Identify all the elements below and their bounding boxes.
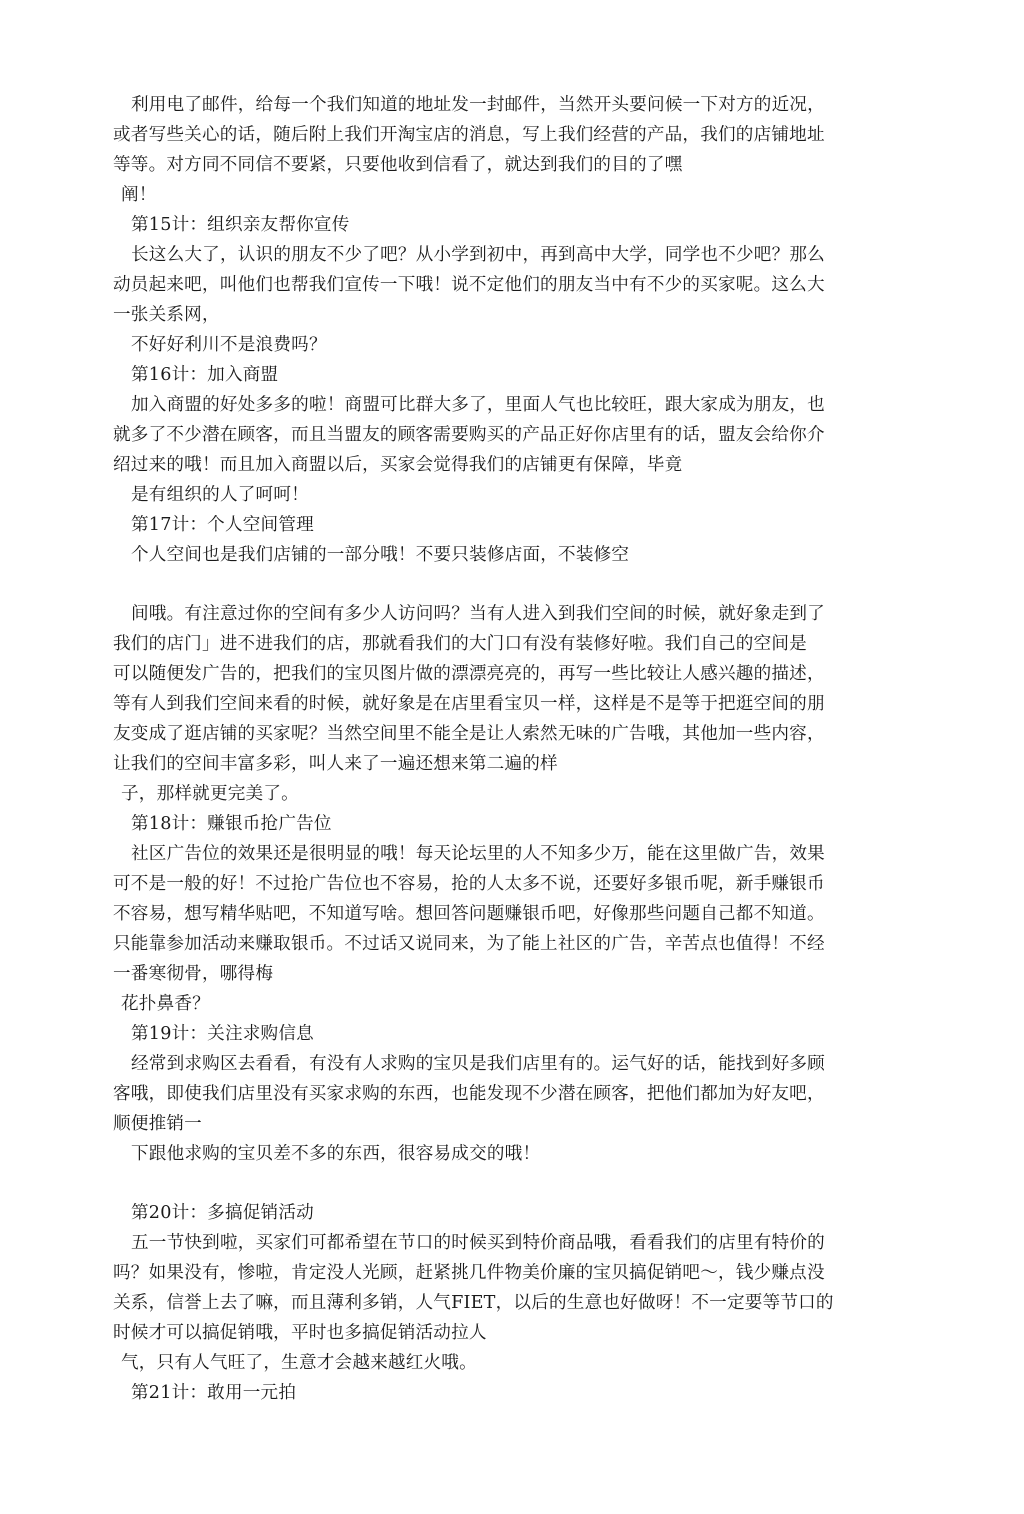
text-line: 可以随便发广告的，把我们的宝贝图片做的漂漂亮亮的，再写一些比较让人感兴趣的描述，: [113, 664, 825, 684]
text-line: 利用电了邮件，给每一个我们知道的地址发一封邮件，当然开头要问候一下对方的近况，: [131, 95, 825, 115]
text-line: 经常到求购区去看看，有没有人求购的宝贝是我们店里有的。运气好的话，能找到好多顾: [131, 1054, 825, 1074]
text-line: 关系，信誉上去了嘛，而且薄利多销，人气FIET，以后的生意也好做呀！不一定要等节口的: [113, 1293, 834, 1313]
text-line: 绍过来的哦！而且加入商盟以后，买家会觉得我们的店铺更有保障，毕竟: [113, 455, 683, 475]
text-line: 间哦。有注意过你的空间有多少人访问吗？当有人进入到我们空间的时候，就好象走到了: [131, 604, 825, 624]
text-line: 社区广告位的效果还是很明显的哦！每天论坛里的人不知多少万，能在这里做广告，效果: [131, 844, 825, 864]
section-heading: 第17计：个人空间管理: [131, 515, 314, 535]
text-line: 或者写些关心的话，随后附上我们开淘宝店的消息，写上我们经营的产品，我们的店铺地址: [113, 125, 825, 145]
section-heading: 第18计：赚银币抢广告位: [131, 814, 332, 834]
section-heading: 第15计：组织亲友帮你宣传: [131, 215, 350, 235]
text-line: 阐！: [121, 185, 157, 205]
text-line: 友变成了逛店铺的买家呢？当然空间里不能全是让人索然无味的广告哦，其他加一些内容，: [113, 724, 825, 744]
text-line: 时候才可以搞促销哦，平时也多搞促销活动拉人: [113, 1323, 487, 1343]
text-line: 是有组织的人了呵呵！: [131, 485, 309, 505]
text-line: 长这么大了，认识的朋友不少了吧？从小学到初中，再到高中大学，同学也不少吧？那么: [131, 245, 825, 265]
section-heading: 第19计：关注求购信息: [131, 1024, 314, 1044]
text-line: 让我们的空间丰富多彩，叫人来了一遍还想来第二遍的样: [113, 754, 558, 774]
text-line: 不好好利川不是浪费吗？: [131, 335, 327, 355]
text-line: 等等。对方同不同信不要紧，只要他收到信看了，就达到我们的目的了嘿: [113, 155, 683, 175]
text-line: 子，那样就更完美了。: [121, 784, 299, 804]
text-line: 一张关系网，: [113, 305, 220, 325]
section-heading: 第16计：加入商盟: [131, 365, 279, 385]
text-line: 只能靠参加活动来赚取银币。不过话又说同来，为了能上社区的广告，辛苦点也值得！不经: [113, 934, 825, 954]
text-line: 下跟他求购的宝贝差不多的东西，很容易成交的哦！: [131, 1144, 541, 1164]
text-line: 顺便推销一: [113, 1114, 202, 1134]
text-line: 可不是一般的好！不过抢广告位也不容易，抢的人太多不说，还要好多银币呢，新手赚银币: [113, 874, 825, 894]
text-line: 五一节快到啦，买家们可都希望在节口的时候买到特价商品哦，看看我们的店里有特价的: [131, 1233, 825, 1253]
text-line: 气，只有人气旺了，生意才会越来越红火哦。: [121, 1353, 477, 1373]
text-line: 个人空间也是我们店铺的一部分哦！不要只装修店面，不装修空: [131, 545, 630, 565]
text-line: 吗？如果没有，惨啦，肯定没人光顾，赶紧挑几件物美价廉的宝贝搞促销吧～，钱少赚点没: [113, 1263, 825, 1283]
text-line: 我们的店门」进不进我们的店，那就看我们的大门口有没有装修好啦。我们自己的空间是: [113, 634, 807, 654]
text-line: 等有人到我们空间来看的时候，就好象是在店里看宝贝一样，这样是不是等于把逛空间的朋: [113, 694, 825, 714]
text-line: 动员起来吧，叫他们也帮我们宣传一下哦！说不定他们的朋友当中有不少的买家呢。这么大: [113, 275, 825, 295]
section-heading: 第21计：敢用一元拍: [131, 1383, 297, 1403]
text-line: 花扑鼻香？: [121, 994, 210, 1014]
text-line: 一番寒彻骨，哪得梅: [113, 964, 274, 984]
text-line: 不容易，想写精华贴吧，不知道写啥。想回答问题赚银币吧，好像那些问题自己都不知道。: [113, 904, 825, 924]
text-line: 客哦，即使我们店里没有买家求购的东西，也能发现不少潜在顾客，把他们都加为好友吧，: [113, 1084, 825, 1104]
text-line: 就多了不少潜在顾客，而且当盟友的顾客需要购买的产品正好你店里有的话，盟友会给你介: [113, 425, 825, 445]
section-heading: 第20计：多搞促销活动: [131, 1203, 314, 1223]
text-line: 加入商盟的好处多多的啦！商盟可比群大多了，里面人气也比较旺，跟大家成为朋友，也: [131, 395, 825, 415]
